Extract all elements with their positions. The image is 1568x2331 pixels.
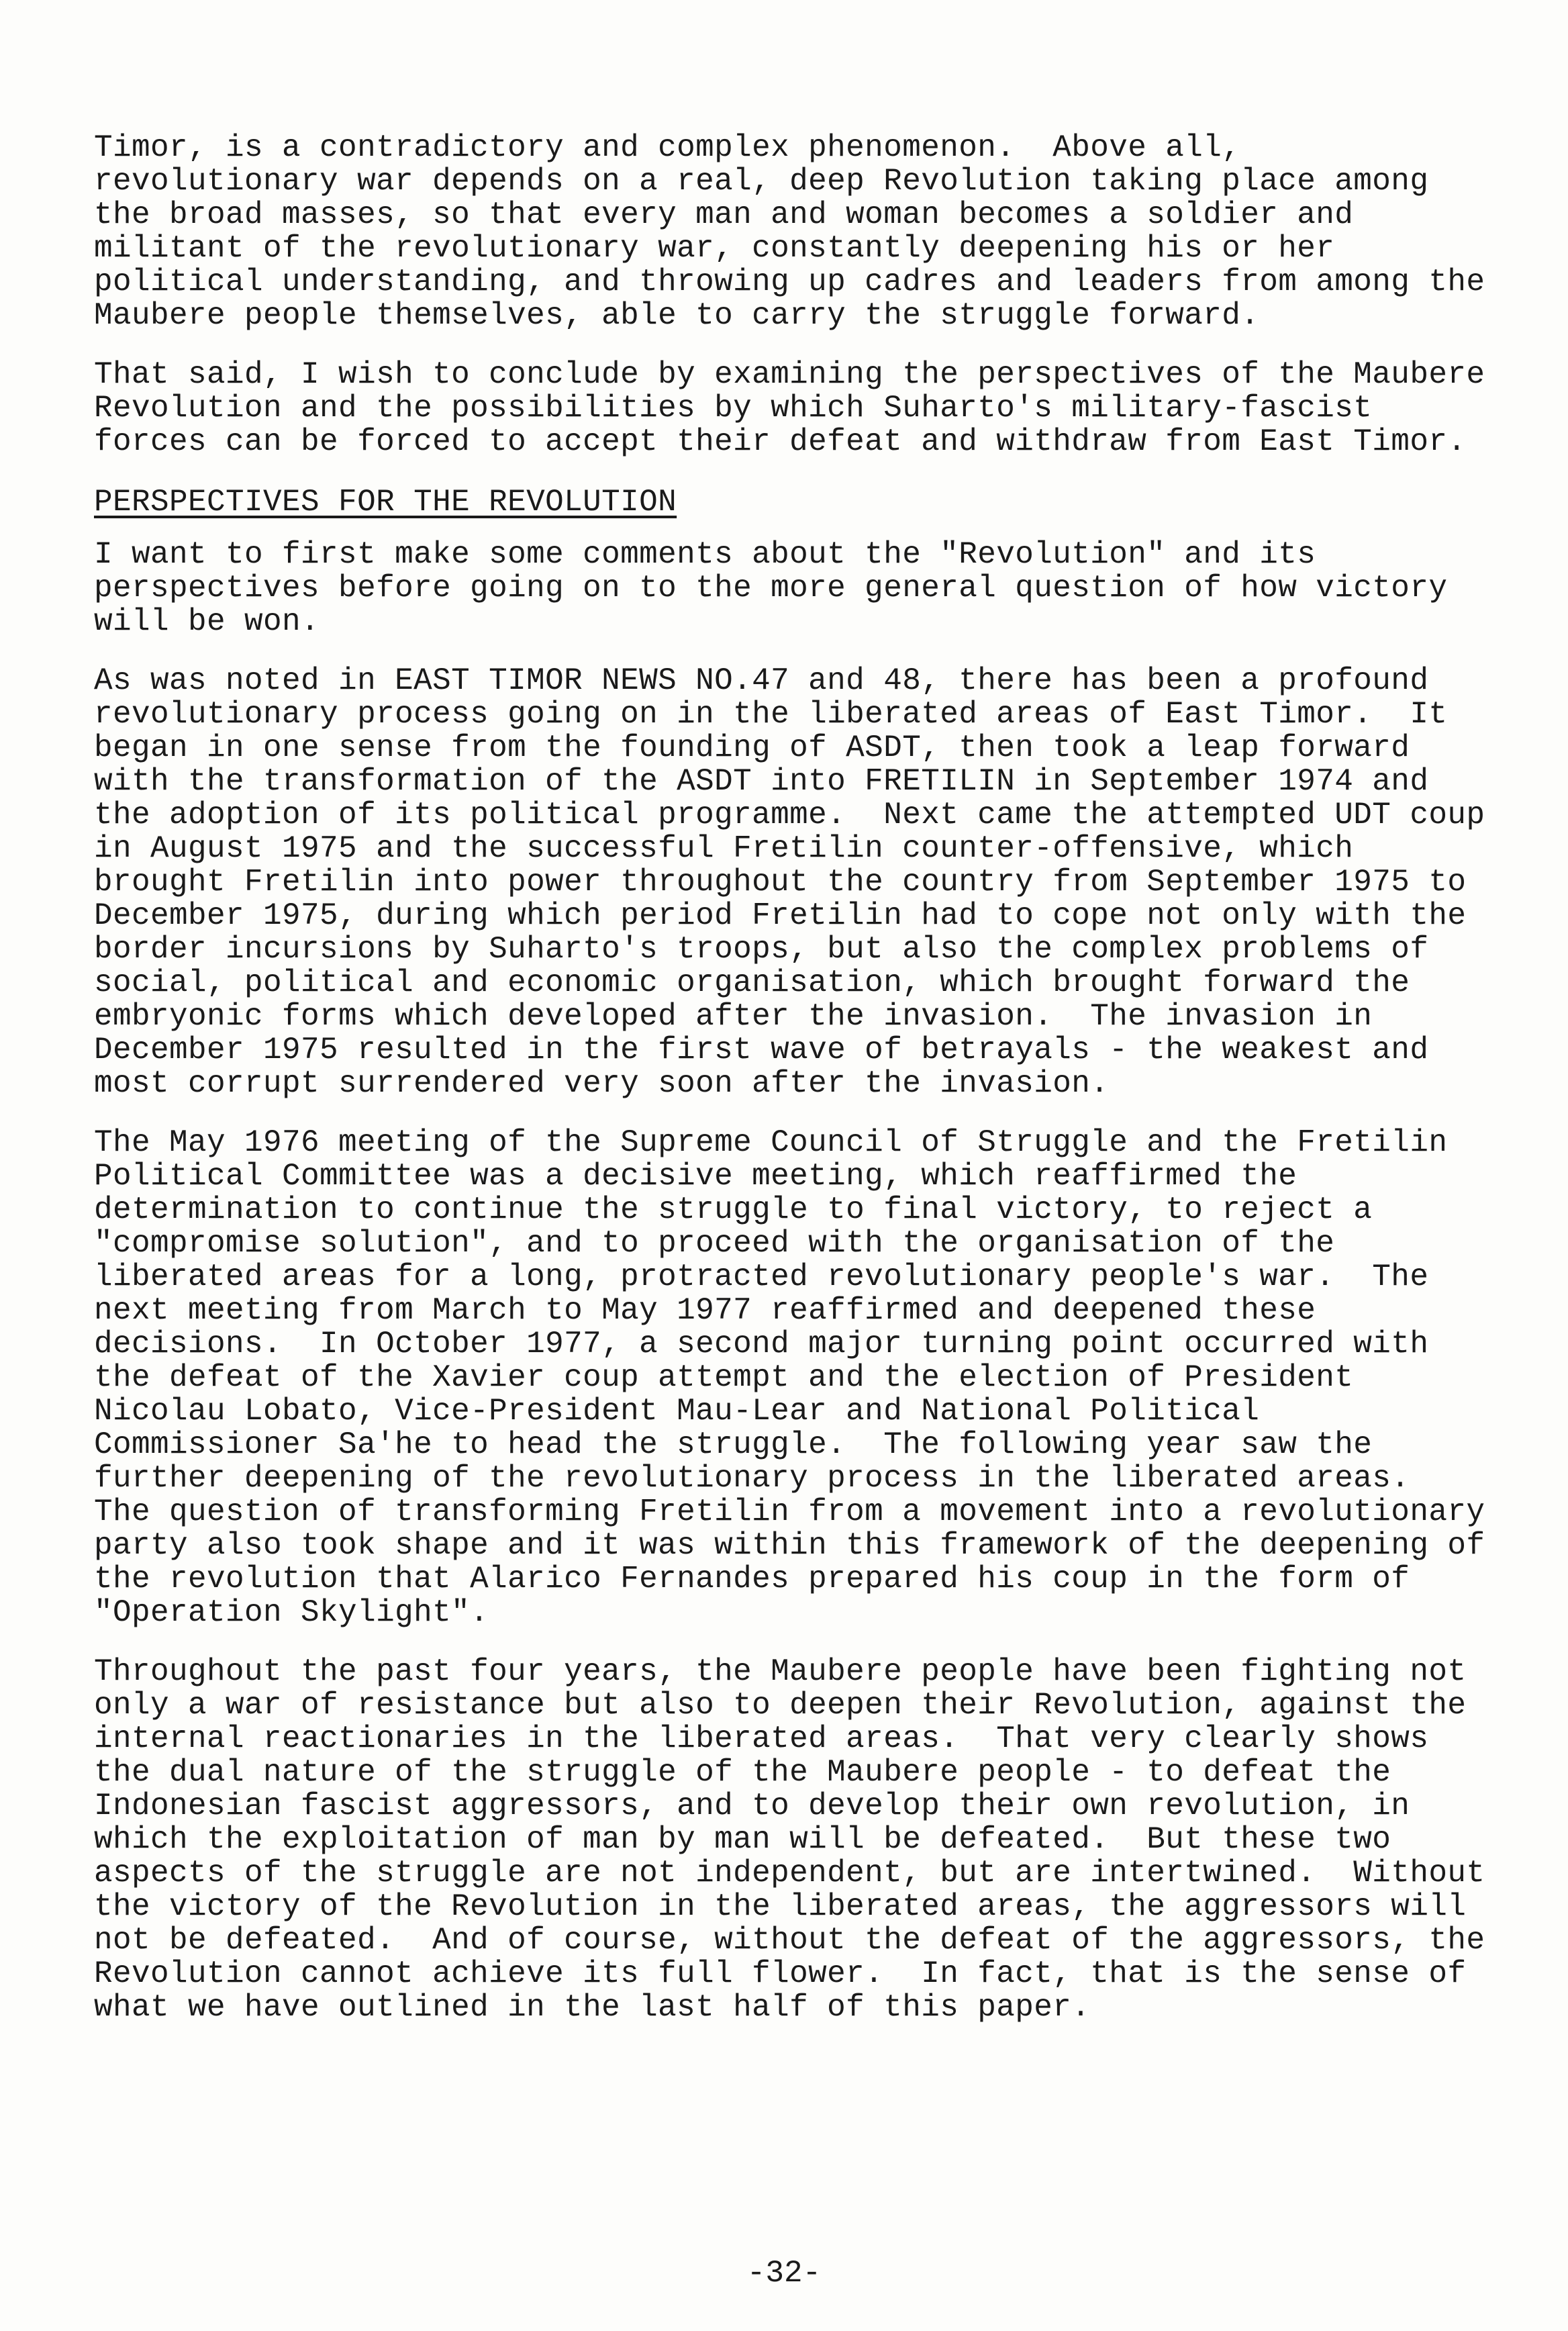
paragraph-revolutionary-process: As was noted in EAST TIMOR NEWS NO.47 and 48, there has been a profound revolutionary process going on in the liberated areas of East Timor. It began in one sense from the founding of ASDT, then took a leap forward with the transformation of the ASDT into FRETILIN in September 1974 and the adoption of its political programme. Next came the attempted UDT coup in August 1975 and the successful Fretilin counter-offensive, which brought Fretilin into power throughout the country from September 1975 to December 1975, during which period Fretilin had to cope not only with the border incursions by Suharto's troops, but also the complex problems of social, political and economic organisation, which brought forward the embryonic forms which developed after the invasion. The invasion in December 1975 resulted in the first wave of betrayals - the weakest and most corrupt surrendered very soon after the invasion. (94, 663, 1504, 1101)
paragraph-timor-revolutionary-war: Timor, is a contradictory and complex phenomenon. Above all, revolutionary war depends on a real, deep Revolution taking place among the broad masses, so that every man and woman becomes a soldier and militant of the revolutionary war, constantly deepening his or her political understanding, and throwing up cadres and leaders from among the Maubere people themselves, able to carry the struggle forward. (94, 130, 1504, 333)
paragraph-conclusion-intro: That said, I wish to conclude by examining the perspectives of the Maubere Revolution and the possibilities by which Suharto's military-fascist forces can be forced to accept their defeat and withdraw from East Timor. (94, 357, 1504, 459)
paragraph-may-1976-meeting: The May 1976 meeting of the Supreme Council of Struggle and the Fretilin Political Committee was a decisive meeting, which reaffirmed the determination to continue the struggle to final victory, to reject a "compromise solution", and to proceed with the organisation of the liberated areas for a long, protracted revolutionary people's war. The next meeting from March to May 1977 reaffirmed and deepened these decisions. In October 1977, a second major turning point occurred with the defeat of the Xavier coup attempt and the election of President Nicolau Lobato, Vice-President Mau-Lear and National Political Commissioner Sa'he to head the struggle. The following year saw the further deepening of the revolutionary process in the liberated areas. The question of transforming Fretilin from a movement into a revolutionary party also took shape and it was within this framework of the deepening of the revolution that Alarico Fernandes prepared his coup in the form of "Operation Skylight". (94, 1125, 1504, 1630)
document-body (94, 130, 1504, 2050)
paragraph-revolution-comments: I want to first make some comments about the "Revolution" and its perspectives before going on to the more general question of how victory will be won. (94, 537, 1467, 639)
paragraph-past-four-years: Throughout the past four years, the Maubere people have been fighting not only a war of resistance but also to deepen their Revolution, against the internal reactionaries in the liberated areas. That very clearly shows the dual nature of the struggle of the Maubere people - to defeat the Indonesian fascist aggressors, and to develop their own revolution, in which the exploitation of man by man will be defeated. But these two aspects of the struggle are not independent, but are intertwined. Without the victory of the Revolution in the liberated areas, the aggressors will not be defeated. And of course, without the defeat of the aggressors, the Revolution cannot achieve its full flower. In fact, that is the sense of what we have outlined in the last half of this paper. (94, 1654, 1504, 2025)
page-number: -32- (746, 2256, 822, 2291)
section-heading: PERSPECTIVES FOR THE REVOLUTION (94, 485, 677, 520)
